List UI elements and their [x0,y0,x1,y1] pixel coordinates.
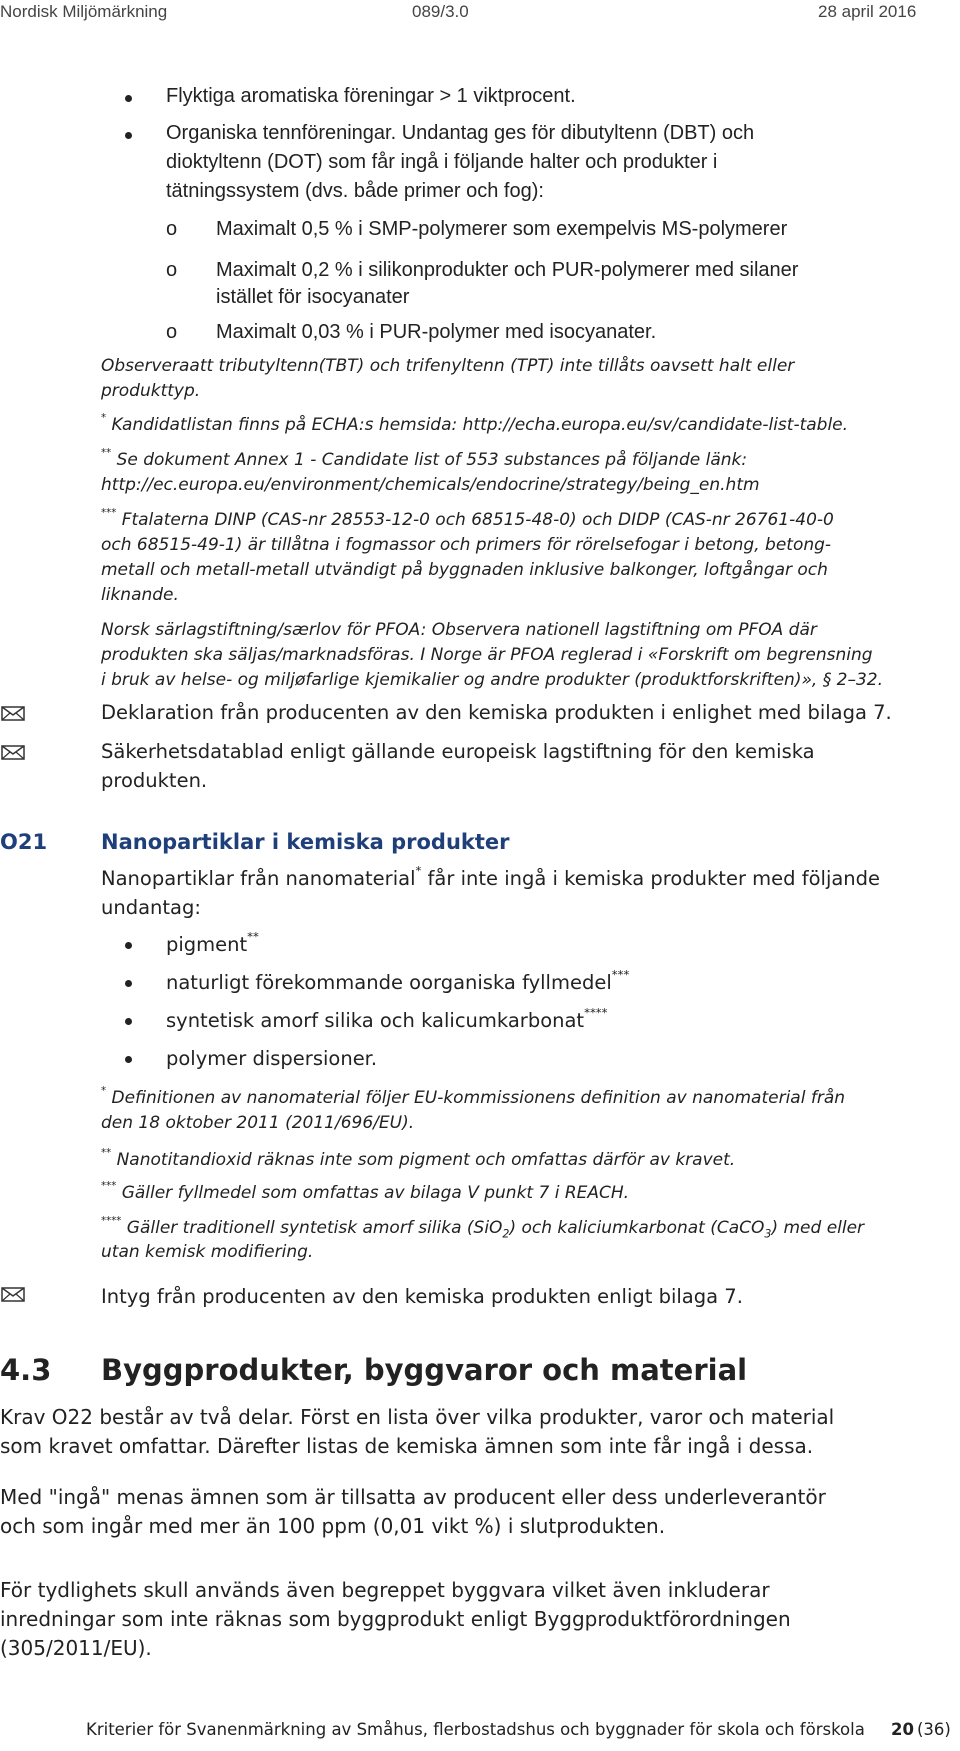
bullet-icon [125,1018,132,1025]
footer-text: Kriterier för Svanenmärkning av Småhus, flerbostadshus och byggnader för skola och förskola [86,1720,865,1739]
list-item: istället för isocyanater [216,286,410,308]
norsk-note: produkten ska säljas/marknadsföras. I Norge är PFOA reglerad i «Forskrift om begrensning [101,645,873,665]
footnote: och 68515-49-1) är tillåtna i fogmassor och primers för rörelsefogar i betong, betong- [101,535,832,555]
section-paragraph: som kravet omfattar. Därefter listas de kemiska ämnen som inte får ingå i dessa. [0,1434,814,1458]
section-paragraph: Med "ingå" menas ämnen som är tillsatta av producent eller dess underleverantör [0,1485,826,1509]
list-item: Flyktiga aromatiska föreningar > 1 viktprocent. [166,85,576,107]
section-paragraph: (305/2011/EU). [0,1636,152,1660]
header-center: 089/3.0 [412,2,469,21]
sub-bullet-marker: o [166,218,178,240]
envelope-icon [0,742,26,762]
bullet-icon [125,1056,132,1063]
footnote: **** Gäller traditionell syntetisk amorf silika (SiO$_2$) och kaliciumkarbonat (CaCO$_3$) med eller [101,1215,865,1241]
list-item: Maximalt 0,03 % i PUR-polymer med isocyanater. [216,321,657,343]
envelope-icon [0,703,26,723]
requirement-intro: Nanopartiklar från nanomaterial* får inte ingå i kemiska produkter med följande [101,863,881,890]
envelope-icon [0,1284,26,1304]
footnote: metall och metall-metall utvändigt på byggnaden inklusive balkonger, loftgångar och [101,560,828,580]
bullet-icon [125,942,132,949]
bullet-icon [125,95,132,102]
section-paragraph: inredningar som inte räknas som byggprodukt enligt Byggproduktförordningen [0,1607,791,1631]
footnote: ** Se dokument Annex 1 - Candidate list of 553 substances på följande länk: [101,447,748,470]
footnote: * Definitionen av nanomaterial följer EU-kommissionens definition av nanomaterial från [101,1085,846,1108]
section-title: Byggprodukter, byggvaror och material [101,1353,748,1387]
documentation-item: Deklaration från producenten av den kemiska produkten i enlighet med bilaga 7. [101,701,892,724]
section-paragraph: För tydlighets skull används även begreppet byggvara vilket även inkluderar [0,1578,770,1602]
norsk-note: Norsk särlagstiftning/særlov för PFOA: Observera nationell lagstiftning om PFOA där [101,620,817,640]
footnote: *** Gäller fyllmedel som omfattas av bilaga V punkt 7 i REACH. [101,1180,630,1203]
list-item: naturligt förekommande oorganiska fyllmedel*** [166,967,630,994]
list-item: dioktyltenn (DOT) som får ingå i följande halter och produkter i [166,151,718,173]
norsk-note: i bruk av helse- og miljøfarlige kjemikalier og andre produkter (produktforskriften)», § 2–32. [101,670,883,690]
requirement-intro: undantag: [101,896,201,919]
page-number: 20 [891,1720,914,1739]
bullet-icon [125,132,132,139]
header-left: Nordisk Miljömärkning [0,2,168,21]
footnote: liknande. [101,585,179,605]
footnote: den 18 oktober 2011 (2011/696/EU). [101,1113,415,1133]
section-paragraph: Krav O22 består av två delar. Först en lista över vilka produkter, varor och material [0,1405,835,1429]
list-item: polymer dispersioner. [166,1047,378,1070]
section-paragraph: och som ingår med mer än 100 ppm (0,01 vikt %) i slutprodukten. [0,1514,666,1538]
header-right: 28 april 2016 [818,2,917,21]
sub-bullet-marker: o [166,259,178,281]
page-total: (36) [917,1720,951,1739]
list-item: Organiska tennföreningar. Undantag ges för dibutyltenn (DBT) och [166,122,755,144]
bullet-icon [125,980,132,987]
requirement-title: Nanopartiklar i kemiska produkter [101,830,510,854]
documentation-item: produkten. [101,769,208,792]
section-number: 4.3 [0,1353,52,1387]
footnote: * Kandidatlistan finns på ECHA:s hemsida: http://echa.europa.eu/sv/candidate-list-table. [101,412,849,435]
sub-bullet-marker: o [166,321,178,343]
footnote: *** Ftalaterna DINP (CAS-nr 28553-12-0 och 68515-48-0) och DIDP (CAS-nr 26761-40-0 [101,507,834,530]
observe-note: produkttyp. [101,381,201,401]
documentation-item: Intyg från producenten av den kemiska produkten enligt bilaga 7. [101,1285,743,1308]
list-item: pigment** [166,929,259,956]
list-item: Maximalt 0,5 % i SMP-polymerer som exempelvis MS-polymerer [216,218,788,240]
footnote: ** Nanotitandioxid räknas inte som pigment och omfattas därför av kravet. [101,1147,736,1170]
requirement-id: O21 [0,830,48,854]
footnote-link: http://ec.europa.eu/environment/chemicals/endocrine/strategy/being_en.htm [101,475,760,495]
documentation-item: Säkerhetsdatablad enligt gällande europeisk lagstiftning för den kemiska [101,740,815,763]
footnote: utan kemisk modifiering. [101,1242,314,1262]
list-item: syntetisk amorf silika och kalicumkarbonat**** [166,1005,608,1032]
list-item: Maximalt 0,2 % i silikonprodukter och PUR-polymerer med silaner [216,259,799,281]
list-item: tätningssystem (dvs. både primer och fog): [166,180,544,202]
observe-note: Observeraatt tributyltenn(TBT) och trifenyltenn (TPT) inte tillåts oavsett halt eller [101,356,795,376]
